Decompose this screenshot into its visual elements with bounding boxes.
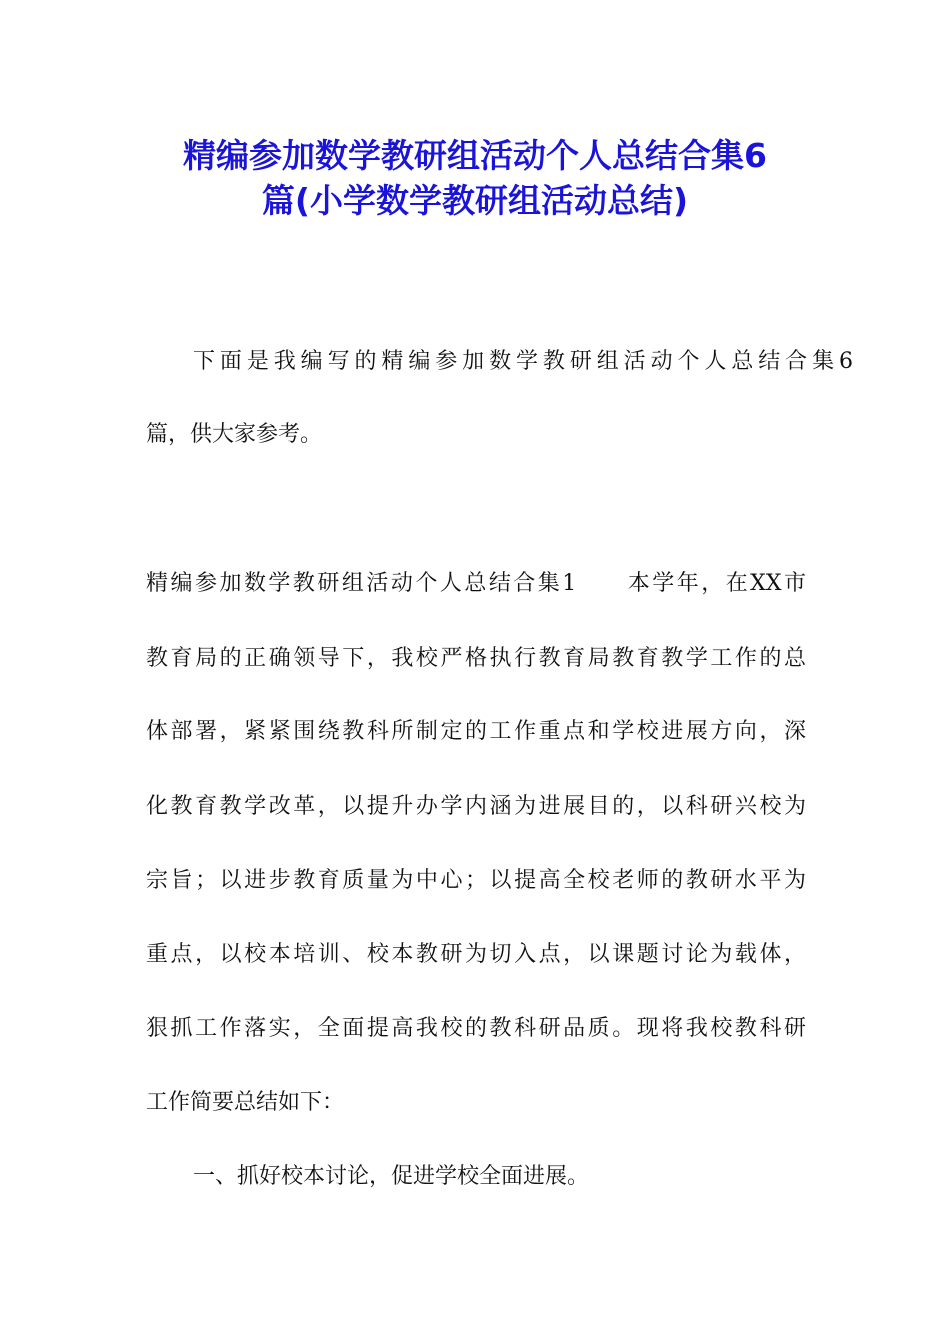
body-paragraph-line: 体部署，紧紧围绕教科所制定的工作重点和学校进展方向，深 xyxy=(146,719,806,744)
document-title-line-1: 精编参加数学教研组活动个人总结合集6 xyxy=(183,136,767,175)
body-paragraph-line: 宗旨；以进步教育质量为中心；以提高全校老师的教研水平为 xyxy=(146,868,806,893)
document-title-line-2: 篇(小学数学教研组活动总结) xyxy=(261,181,689,220)
body-paragraph-line: 工作简要总结如下： xyxy=(146,1090,345,1115)
intro-line-2: 篇，供大家参考。 xyxy=(146,422,323,447)
body-paragraph-line: 狠抓工作落实，全面提高我校的教科研品质。现将我校教科研 xyxy=(146,1016,806,1041)
body-paragraph-line: 重点，以校本培训、校本教研为切入点，以课题讨论为载体， xyxy=(146,942,806,967)
body-paragraph-line: 精编参加数学教研组活动个人总结合集1 本学年，在XX市 xyxy=(146,571,806,596)
section-heading: 一、抓好校本讨论，促进学校全面进展。 xyxy=(193,1164,590,1189)
body-paragraph-line: 教育局的正确领导下，我校严格执行教育局教育教学工作的总 xyxy=(146,646,806,671)
intro-line-1: 下面是我编写的精编参加数学教研组活动个人总结合集6 xyxy=(193,349,853,374)
body-paragraph-line: 化教育教学改革，以提升办学内涵为进展目的，以科研兴校为 xyxy=(146,794,806,819)
